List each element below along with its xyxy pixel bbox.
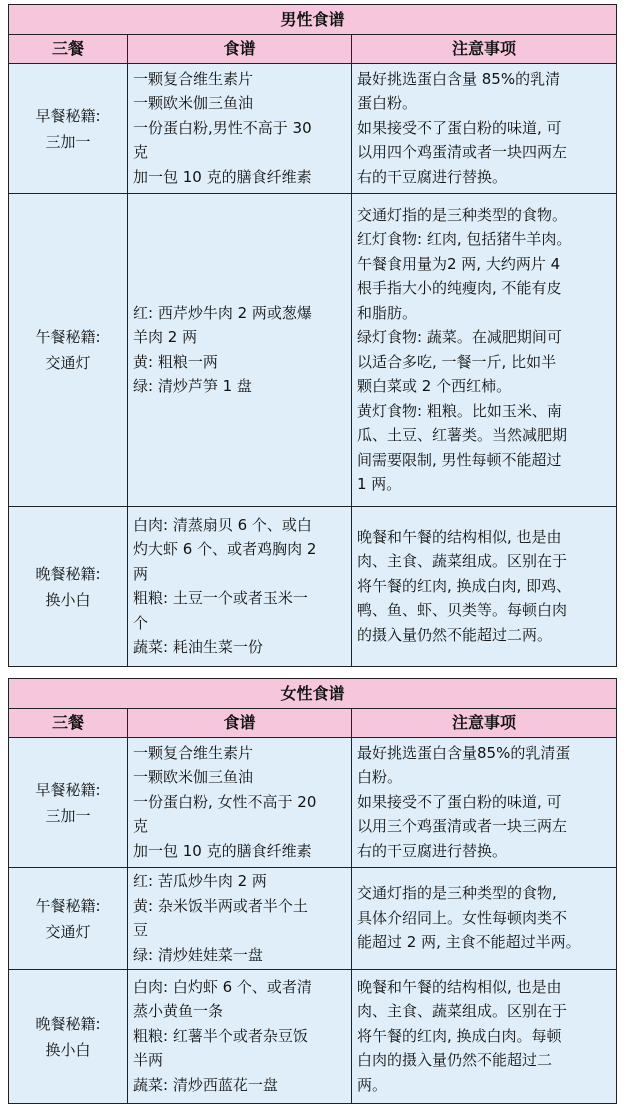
- recipe-line: 羊肉 2 两: [133, 328, 198, 346]
- recipe-line: 红: 西芹炒牛肉 2 两或葱爆: [133, 303, 312, 322]
- recipe-line: 粗粮: 红薯半个或者杂豆饭: [133, 1026, 308, 1045]
- notes-line: 白肉的摄入量仍然不能超过二: [357, 1051, 553, 1070]
- notes-line: 如果接受不了蛋白粉的味道, 可: [357, 792, 562, 811]
- recipe-line: 蔬菜: 清炒西蓝花一盘: [133, 1075, 278, 1094]
- recipe-line: 绿: 清炒芦笋 1 盘: [133, 377, 252, 395]
- notes-line: 白粉。: [357, 768, 403, 787]
- meal-label: 换小白: [45, 590, 91, 609]
- notes-line: 以适合多吃, 一餐一斤, 比如半: [357, 352, 557, 371]
- notes-line: 肉、主食、蔬菜组成。区别在于: [357, 552, 568, 571]
- recipe-line: 克: [133, 817, 149, 836]
- recipe-line: 加一包 10 克的膳食纤维素: [133, 841, 312, 860]
- notes-cell: [352, 507, 617, 667]
- recipe-line: 白肉: 白灼虾 6 个、或者清: [133, 977, 312, 996]
- column-header-notes: 注意事项: [352, 35, 617, 64]
- notes-line: 1 两。: [357, 475, 402, 493]
- column-header-recipe: 食谱: [128, 35, 352, 64]
- notes-cell: [352, 194, 617, 507]
- table-row: [9, 970, 617, 1104]
- notes-line: 如果接受不了蛋白粉的味道, 可: [357, 118, 562, 137]
- notes-line: 瓜、土豆、红薯类。当然减肥期: [357, 426, 568, 444]
- meal-cell: [9, 194, 128, 507]
- recipe-line: 个: [133, 613, 149, 632]
- recipe-line: 红: 苦瓜炒牛肉 2 两: [133, 872, 267, 890]
- notes-line: 晚餐和午餐的结构相似, 也是由: [357, 977, 562, 996]
- notes-line: 黄灯食物: 粗粮。比如玉米、南: [357, 401, 562, 420]
- notes-line: 根手指大小的纯瘦肉, 不能有皮: [357, 279, 562, 297]
- recipe-line: 加一包 10 克的膳食纤维素: [133, 167, 312, 186]
- recipe-line: 克: [133, 143, 149, 162]
- notes-line: 能超过 2 两, 主食不能超过半两。: [357, 933, 581, 952]
- notes-line: 交通灯指的是三种类型的食物。: [357, 205, 568, 224]
- meal-label: 交通灯: [45, 922, 91, 941]
- notes-line: 右的干豆腐进行替换。: [357, 841, 508, 860]
- recipe-line: 一颗欧米伽三鱼油: [133, 94, 254, 113]
- notes-line: 鸭、鱼、虾、贝类等。每顿白肉: [357, 601, 568, 620]
- recipe-line: 一颗欧米伽三鱼油: [133, 768, 254, 787]
- table-row: [9, 738, 617, 868]
- table-title: 男性食谱: [9, 5, 617, 35]
- notes-line: 绿灯食物: 蔬菜。在减肥期间可: [357, 328, 562, 346]
- recipe-line: 一份蛋白粉, 女性不高于 20: [133, 792, 317, 811]
- recipe-line: 一颗复合维生素片: [133, 743, 254, 762]
- recipe-line: 两: [133, 564, 149, 583]
- recipe-line: 一份蛋白粉,男性不高于 30: [133, 118, 312, 137]
- table-row: [9, 194, 617, 507]
- notes-cell: [352, 64, 617, 194]
- notes-line: 和脂肪。: [357, 303, 418, 322]
- meal-label: 三加一: [45, 132, 91, 151]
- meal-cell: [9, 868, 128, 970]
- notes-line: 最好挑选蛋白含量 85%的乳清: [357, 69, 561, 88]
- meal-label: 晚餐秘籍:: [35, 564, 101, 583]
- notes-line: 蛋白粉。: [357, 94, 418, 113]
- table-row: [9, 868, 617, 970]
- meal-label: 午餐秘籍:: [35, 896, 101, 915]
- meal-cell: [9, 64, 128, 194]
- recipe-cell: [128, 868, 352, 970]
- recipe-line: 绿: 清炒娃娃菜一盘: [133, 945, 263, 964]
- recipe-line: 蒸小黄鱼一条: [133, 1002, 224, 1021]
- table-title: 女性食谱: [9, 679, 617, 709]
- meal-label: 早餐秘籍:: [35, 106, 101, 125]
- table-row: [9, 64, 617, 194]
- notes-line: 肉、主食、蔬菜组成。区别在于: [357, 1002, 568, 1021]
- meal-label: 晚餐秘籍:: [35, 1014, 101, 1033]
- notes-line: 间需要限制, 男性每顿不能超过: [357, 450, 562, 469]
- column-header-meal: 三餐: [9, 35, 128, 64]
- notes-line: 红灯食物: 红肉, 包括猪牛羊肉。: [357, 230, 572, 248]
- meal-label: 午餐秘籍:: [35, 328, 101, 346]
- meal-cell: [9, 970, 128, 1104]
- meal-label: 交通灯: [45, 354, 91, 372]
- notes-line: 具体介绍同上。女性每顿肉类不: [357, 908, 568, 927]
- meal-label: 早餐秘籍:: [35, 780, 101, 799]
- recipe-line: 灼大虾 6 个、或者鸡胸肉 2: [133, 540, 317, 558]
- recipe-cell: [128, 507, 352, 667]
- recipe-line: 半两: [133, 1051, 164, 1070]
- notes-line: 将午餐的红肉, 换成白肉。每顿: [357, 1026, 562, 1045]
- meal-cell: [9, 507, 128, 667]
- recipe-cell: [128, 194, 352, 507]
- notes-line: 右的干豆腐进行替换。: [357, 167, 508, 186]
- notes-line: 的摄入量仍然不能超过二两。: [357, 625, 553, 644]
- recipe-line: 粗粮: 土豆一个或者玉米一: [133, 589, 308, 607]
- notes-line: 将午餐的红肉, 换成白肉, 即鸡、: [357, 576, 572, 595]
- meal-label: 三加一: [45, 806, 91, 825]
- table-row: [9, 507, 617, 667]
- recipe-line: 豆: [133, 921, 149, 939]
- recipe-cell: [128, 970, 352, 1104]
- notes-line: 交通灯指的是三种类型的食物,: [357, 884, 557, 903]
- men-recipe-table: [8, 4, 617, 667]
- recipe-line: 黄: 杂米饭半两或者半个土: [133, 896, 308, 915]
- column-header-recipe: 食谱: [128, 709, 352, 738]
- notes-cell: [352, 868, 617, 970]
- notes-line: 颗白菜或 2 个西红柿。: [357, 377, 512, 395]
- notes-line: 以用四个鸡蛋清或者一块四两左: [357, 143, 568, 162]
- column-header-meal: 三餐: [9, 709, 128, 738]
- recipe-cell: [128, 64, 352, 194]
- notes-line: 午餐食用量为2 两, 大约两片 4: [357, 254, 561, 273]
- notes-cell: [352, 738, 617, 868]
- meal-label: 换小白: [45, 1040, 91, 1059]
- recipe-line: 蔬菜: 耗油生菜一份: [133, 638, 263, 656]
- notes-line: 晚餐和午餐的结构相似, 也是由: [357, 527, 562, 546]
- notes-line: 以用三个鸡蛋清或者一块三两左: [357, 817, 568, 836]
- recipe-line: 一颗复合维生素片: [133, 69, 254, 88]
- notes-line: 最好挑选蛋白含量85%的乳清蛋: [357, 743, 571, 762]
- recipe-cell: [128, 738, 352, 868]
- recipe-line: 黄: 粗粮一两: [133, 352, 218, 371]
- recipe-line: 白肉: 清蒸扇贝 6 个、或白: [133, 515, 312, 534]
- notes-cell: [352, 970, 617, 1104]
- meal-cell: [9, 738, 128, 868]
- column-header-notes: 注意事项: [352, 709, 617, 738]
- notes-line: 两。: [357, 1075, 388, 1094]
- women-recipe-table: [8, 678, 617, 1104]
